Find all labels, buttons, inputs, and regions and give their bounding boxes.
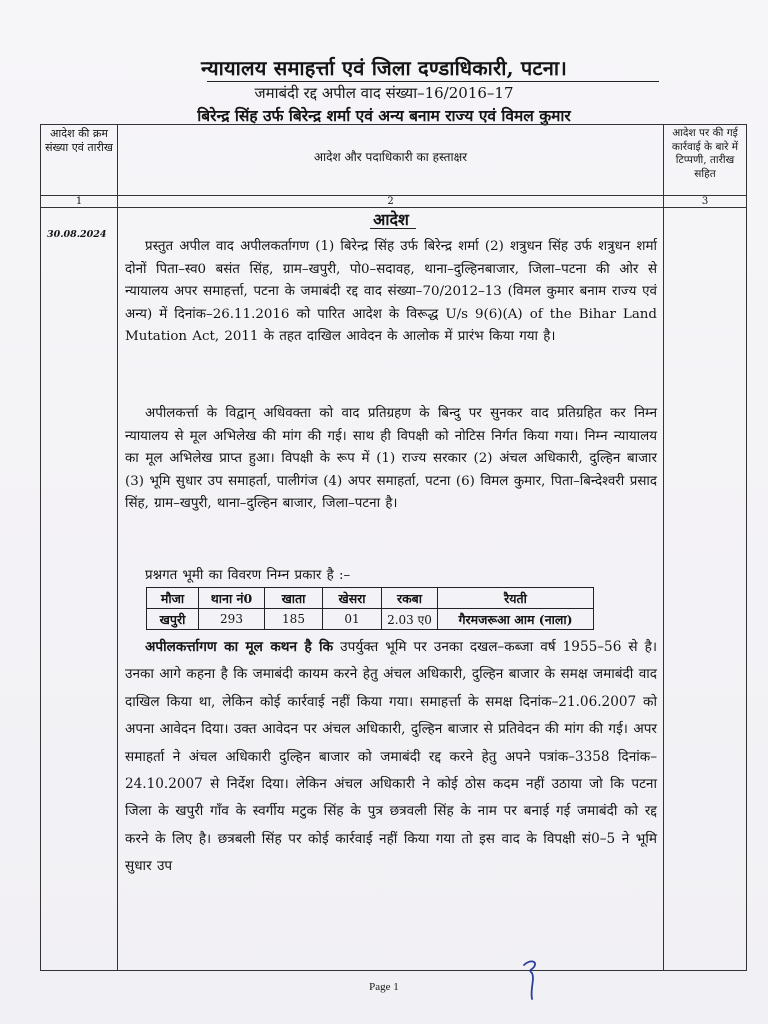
frame-col2-line	[663, 124, 664, 970]
land-header-mauza: मौजा	[147, 588, 199, 609]
order-heading: आदेश	[373, 210, 409, 229]
land-cell-thana: 293	[199, 609, 265, 630]
land-cell-mauza: खपुरी	[147, 609, 199, 630]
court-title: न्यायालय समाहर्त्ता एवं जिला दण्डाधिकारी, पटना।	[200, 56, 568, 80]
handwritten-initial	[516, 955, 546, 1003]
land-header-khesra: खेसरा	[323, 588, 382, 609]
paragraph-1: प्रस्तुत अपील वाद अपीलकर्तागण (1) बिरेन्द्र सिंह उर्फ बिरेन्द्र शर्मा (2) शत्रुधन सिंह उर्फ शत्रुधन शर्मा दोनों पिता–स्व0 बसंत सिंह, ग्राम–खपुरी, पो0–सदावह, थाना–दुल्हिनबाजार, जिला–पटना की ओर से न्यायालय अपर समाहर्त्ता, पटना के जमाबंदी रद्द वाद संख्या–70/2012–13 (विमल कुमार बनाम राज्य एवं अन्य) में दिनांक–26.11.2016 को पारित आदेश के विरूद्ध U/s 9(6)(A) of the Bihar Land Mutation Act, 2011 के तहत दाखिल आवेदन के आलोक में प्रारंभ किया गया है।	[125, 239, 657, 345]
column-number-3: 3	[701, 196, 709, 207]
frame-right-line	[746, 124, 747, 970]
land-table-header-row	[147, 588, 594, 609]
paragraph-3: प्रश्नगत भूमी का विवरण निम्न प्रकार है :–	[145, 568, 351, 583]
frame-col1-line	[117, 124, 118, 970]
column-header-order: आदेश और पदाधिकारी का हस्ताक्षर	[313, 150, 468, 164]
land-table-row	[147, 609, 594, 630]
frame-bottom-line	[40, 970, 747, 971]
order-heading-underline	[370, 228, 416, 229]
column-number-1: 1	[75, 196, 83, 207]
land-cell-rakba: 2.03 ए0	[382, 609, 438, 630]
paragraph-4-lead: अपीलकर्त्तागण का मूल कथन है कि	[145, 639, 334, 655]
column-header-remarks: आदेश पर की गई कार्रवाई के बारे में टिप्पणी, तारीख सहित	[671, 127, 739, 180]
case-number: जमाबंदी रद्द अपील वाद संख्या–16/2016–17	[254, 84, 514, 102]
land-cell-khata: 185	[265, 609, 323, 630]
title-underline	[207, 81, 659, 82]
order-date: 30.08.2024	[47, 229, 107, 240]
paragraph-4	[125, 634, 657, 881]
land-header-thana: थाना नं0	[199, 588, 265, 609]
frame-left-line	[40, 124, 41, 970]
land-header-khata: खाता	[265, 588, 323, 609]
paragraph-2: अपीलकर्त्ता के विद्वान् अधिवक्ता को वाद प्रतिग्रहण के बिन्दु पर सुनकर वाद प्रतिग्रहित कर निम्न न्यायालय से मूल अभिलेख की मांग की गई। साथ ही विपक्षी को नोटिस निर्गत किया गया। निम्न न्यायालय का मूल अभिलेख प्राप्त हुआ। विपक्षी के रूप में (1) राज्य सरकार (2) अंचल अधिकारी, दुल्हिन बाजार (3) भूमि सुधार उप समाहर्ता, पालीगंज (4) अपर समाहर्ता, पटना (6) विमल कुमार, पिता–बिन्देश्वरी प्रसाद सिंह, ग्राम–खपुरी, थाना–दुल्हिन बाजार, जिला–पटना है।	[125, 406, 657, 512]
paragraph-4-text: उपर्युक्त भूमि पर उनका दखल–कब्जा वर्ष 1955–56 से है। उनका आगे कहना है कि जमाबंदी कायम करने हेतु अंचल अधिकारी, दुल्हिन बाजार के समक्ष जमाबंदी वाद दाखिल किया था, लेकिन कोई कार्रवाई नहीं किया गया। समाहर्त्ता के समक्ष दिनांक–21.06.2007 को अपना आवेदन दिया। उक्त आवेदन पर अंचल अधिकारी, दुल्हिन बाजार से प्रतिवेदन की मांग की गई। अपर समाहर्ता ने अंचल अधिकारी दुल्हिन बाजार को जमाबंदी रद्द करने हेतु अपने पत्रांक–3358 दिनांक–24.10.2007 से निर्देश दिया। लेकिन अंचल अधिकारी ने कोई ठोस कदम नहीं उठाया जो कि पटना जिला के खपुरी गाँव के स्वर्गीय मटुक सिंह के पुत्र छत्रवली सिंह के नाम पर बनाई गई जमाबंदी को रद्द करने के लिए है। छत्रबली सिंह पर कोई कार्रवाई नहीं किया गया तो इस वाद के विपक्षी सं0–5 ने भूमि सुधार उप	[125, 639, 658, 875]
column-header-serial: आदेश की क्रम संख्या एवं तारीख	[45, 127, 113, 154]
land-header-rakba: रकबा	[382, 588, 438, 609]
land-header-raiyati: रैयती	[438, 588, 594, 609]
land-cell-raiyati: गैरमजरूआ आम (नाला)	[438, 609, 594, 630]
frame-top-line	[40, 124, 747, 125]
page-number: Page 1	[369, 981, 399, 993]
case-parties: बिरेन्द्र सिंह उर्फ बिरेन्द्र शर्मा एवं अन्य बनाम राज्य एवं विमल कुमार	[197, 106, 571, 125]
land-cell-khesra: 01	[323, 609, 382, 630]
land-details-table	[146, 587, 594, 630]
column-number-2: 2	[387, 196, 394, 207]
